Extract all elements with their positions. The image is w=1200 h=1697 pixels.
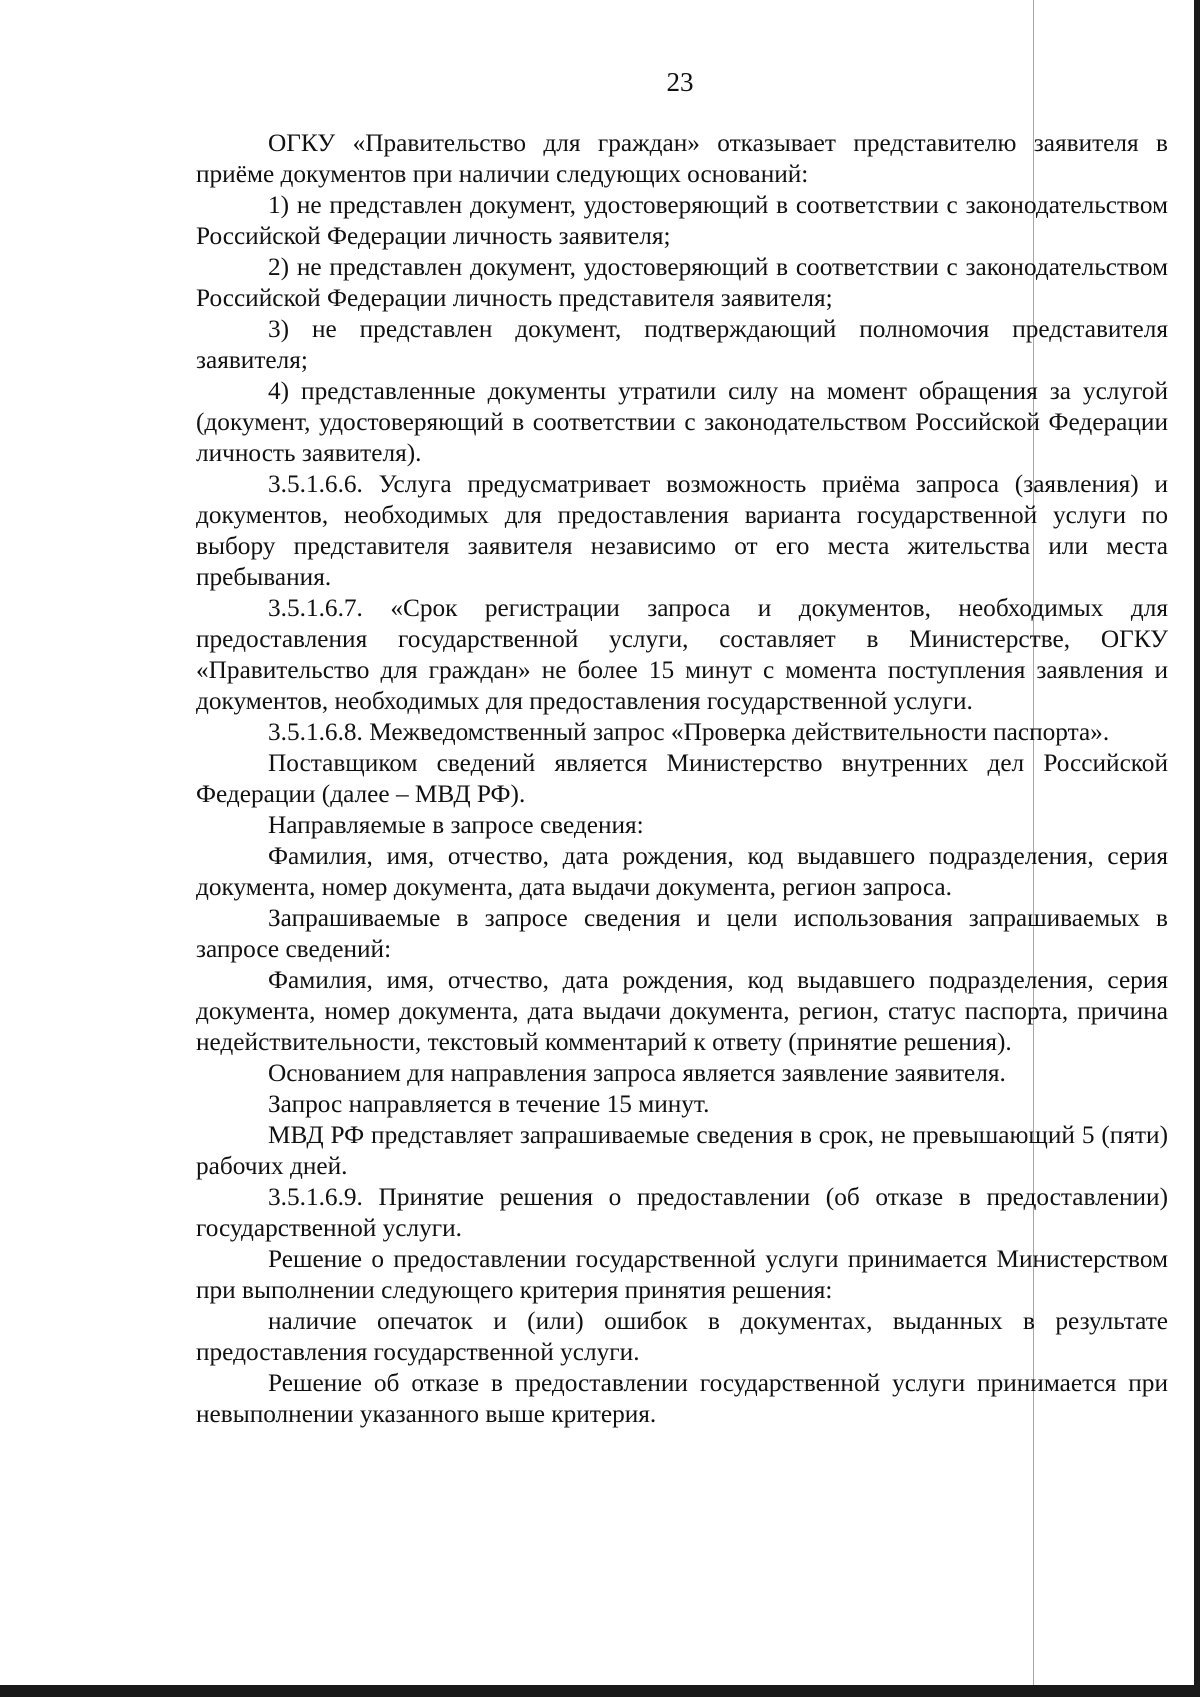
paragraph-1: ОГКУ «Правительство для граждан» отказывает представителю заявителя в приёме документов при наличии следующих оснований: xyxy=(196,129,1168,188)
paragraph-6: 3.5.1.6.6. Услуга предусматривает возможность приёма запроса (заявления) и документов, необходимых для предоставления варианта государственной услуги по выбору представителя заявителя независимо от его места жительства или места пребывания. xyxy=(196,470,1168,591)
paragraph-16: МВД РФ представляет запрашиваемые сведения в срок, не превышающий 5 (пяти) рабочих дней. xyxy=(196,1121,1168,1180)
paragraph-9: Поставщиком сведений является Министерство внутренних дел Российской Федерации (далее – МВД РФ). xyxy=(196,749,1168,808)
paragraph-2: 1) не представлен документ, удостоверяющий в соответствии с законодательством Российской Федерации личность заявителя; xyxy=(196,191,1168,250)
page-number: 23 xyxy=(666,67,694,97)
paragraph-10: Направляемые в запросе сведения: xyxy=(268,811,644,839)
paragraph-7: 3.5.1.6.7. «Срок регистрации запроса и документов, необходимых для предоставления государственной услуги, составляет в Министерстве, ОГКУ «Правительство для граждан» не более 15 минут с момента поступления заявления и документов, необходимых для предоставления государственной услуги. xyxy=(196,594,1168,715)
scan-border-bottom xyxy=(0,1685,1200,1697)
paragraph-4: 3) не представлен документ, подтверждающий полномочия представителя заявителя; xyxy=(196,315,1168,374)
paragraph-12: Запрашиваемые в запросе сведения и цели использования запрашиваемых в запросе сведений: xyxy=(196,904,1168,963)
paragraph-5: 4) представленные документы утратили силу на момент обращения за услугой (документ, удостоверяющий в соответствии с законодательством Российской Федерации личность заявителя). xyxy=(196,377,1168,467)
scan-border-right xyxy=(1194,0,1200,1697)
paragraph-8: 3.5.1.6.8. Межведомственный запрос «Проверка действительности паспорта». xyxy=(268,718,1110,746)
paragraph-13: Фамилия, имя, отчество, дата рождения, код выдавшего подразделения, серия документа, номер документа, дата выдачи документа, регион, статус паспорта, причина недействительности, текстовый комментарий к ответу (принятие решения). xyxy=(196,966,1168,1056)
paragraph-17: 3.5.1.6.9. Принятие решения о предоставлении (об отказе в предоставлении) государственной услуги. xyxy=(196,1183,1168,1242)
paragraph-15: Запрос направляется в течение 15 минут. xyxy=(268,1090,710,1118)
document-body xyxy=(196,128,1168,1430)
paragraph-11: Фамилия, имя, отчество, дата рождения, код выдавшего подразделения, серия документа, номер документа, дата выдачи документа, регион запроса. xyxy=(196,842,1168,901)
paragraph-3: 2) не представлен документ, удостоверяющий в соответствии с законодательством Российской Федерации личность представителя заявителя; xyxy=(196,253,1168,312)
paragraph-14: Основанием для направления запроса является заявление заявителя. xyxy=(268,1059,1006,1087)
paragraph-20: Решение об отказе в предоставлении государственной услуги принимается при невыполнении указанного выше критерия. xyxy=(196,1369,1168,1428)
paragraph-18: Решение о предоставлении государственной услуги принимается Министерством при выполнении следующего критерия принятия решения: xyxy=(196,1245,1168,1304)
paragraph-19: наличие опечаток и (или) ошибок в документах, выданных в результате предоставления государственной услуги. xyxy=(196,1307,1168,1366)
